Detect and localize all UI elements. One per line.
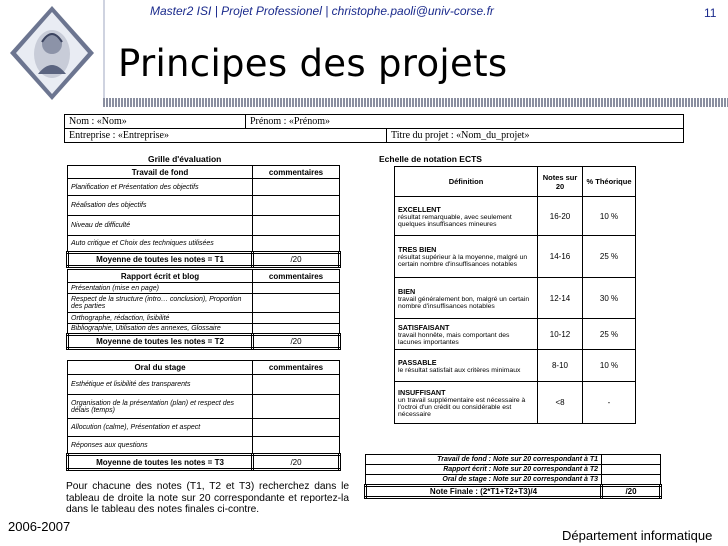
criterion: Organisation de la présentation (plan) et respect des délais (temps) [68, 395, 253, 419]
comment-cell[interactable] [253, 179, 340, 196]
title-divider [103, 98, 728, 107]
university-logo [8, 4, 96, 102]
final-notes-table [364, 454, 662, 499]
ects-pct: - [583, 382, 636, 424]
final-score[interactable]: /20 [602, 486, 661, 498]
ects-desc: le résultat satisfait aux critères minimaux [398, 366, 521, 374]
oral-score[interactable]: /20 [253, 455, 340, 470]
criterion: Bibliographie, Utilisation des annexes, Glossaire [68, 324, 253, 335]
header-divider [103, 0, 105, 98]
final-row: Rapport écrit : Note sur 20 correspondant à T2 [366, 465, 602, 475]
criterion: Présentation (mise en page) [68, 283, 253, 294]
criterion: Auto critique et Choix des techniques utilisées [68, 236, 253, 253]
comment-cell[interactable] [253, 324, 340, 335]
criterion: Planification et Présentation des objectifs [68, 179, 253, 196]
comment-cell[interactable] [253, 437, 340, 455]
ects-level: SATISFAISANT [398, 322, 450, 332]
firstname-cell: Prénom : «Prénom» [246, 115, 684, 129]
ects-desc: résultat supérieur à la moyenne, malgré un certain nombre d'insuffisances notables [398, 254, 528, 268]
criterion: Réponses aux questions [68, 437, 253, 455]
travail-score[interactable]: /20 [253, 253, 340, 267]
oral-total-label: Moyenne de toutes les notes = T3 [68, 455, 253, 470]
criterion: Esthétique et lisibilité des transparents [68, 375, 253, 395]
grille-title: Grille d'évaluation [148, 154, 222, 164]
instructions-text: Pour chacune des notes (T1, T2 et T3) recherchez dans le tableau de droite la note sur 20 correspondante et reportez-la dans le tableau des notes finales ci-contre. [66, 481, 349, 515]
ects-notes: 12-14 [538, 278, 583, 319]
footer-year: 2006-2007 [8, 519, 71, 534]
travail-table [66, 165, 341, 268]
criterion: Respect de la structure (intro… conclusion), Proportion des parties [68, 294, 253, 313]
ects-level: INSUFFISANT [398, 387, 446, 397]
name-cell: Nom : «Nom» [65, 115, 246, 129]
ects-row [395, 319, 636, 350]
criterion: Niveau de difficulté [68, 216, 253, 236]
comment-cell[interactable] [253, 196, 340, 216]
ects-row [395, 350, 636, 382]
ects-row [395, 278, 636, 319]
final-row: Oral de stage : Note sur 20 correspondant à T3 [366, 475, 602, 486]
oral-header: Oral du stage [68, 361, 253, 375]
ects-notes-header: Notes sur 20 [538, 167, 583, 197]
echelle-title: Echelle de notation ECTS [379, 154, 482, 164]
final-cell[interactable] [602, 475, 661, 486]
comment-cell[interactable] [253, 313, 340, 324]
ects-level: EXCELLENT [398, 204, 441, 214]
ects-level: PASSABLE [398, 357, 437, 367]
ects-row [395, 382, 636, 424]
footer-department: Département informatique [562, 528, 713, 543]
ects-definition-header: Définition [395, 167, 538, 197]
comment-cell[interactable] [253, 216, 340, 236]
ects-desc: un travail supplémentaire est nécessaire à l'octroi d'un crédit ou considérable est nécessaire [398, 396, 526, 418]
rapport-total-label: Moyenne de toutes les notes = T2 [68, 335, 253, 349]
ects-desc: travail honnête, mais comportant des lacunes importantes [398, 331, 510, 346]
final-cell[interactable] [602, 465, 661, 475]
ects-notes: 14-16 [538, 236, 583, 278]
final-cell[interactable] [602, 455, 661, 465]
travail-header: Travail de fond [68, 166, 253, 179]
ects-pct: 10 % [583, 197, 636, 236]
rapport-table [66, 269, 341, 350]
oral-comment-header: commentaires [253, 361, 340, 375]
ects-table [394, 166, 636, 424]
travail-comment-header: commentaires [253, 166, 340, 179]
slide-title: Principes des projets [118, 42, 508, 85]
ects-row [395, 197, 636, 236]
ects-notes: <8 [538, 382, 583, 424]
comment-cell[interactable] [253, 236, 340, 253]
comment-cell[interactable] [253, 375, 340, 395]
project-title-cell: Titre du projet : «Nom_du_projet» [386, 129, 683, 143]
comment-cell[interactable] [253, 395, 340, 419]
rapport-header: Rapport écrit et blog [68, 270, 253, 283]
ects-notes: 16-20 [538, 197, 583, 236]
ects-notes: 8-10 [538, 350, 583, 382]
ects-pct: 25 % [583, 319, 636, 350]
ects-pct-header: % Théorique [583, 167, 636, 197]
ects-row [395, 236, 636, 278]
ects-level: BIEN [398, 286, 416, 296]
comment-cell[interactable] [253, 283, 340, 294]
criterion: Allocution (calme), Présentation et aspect [68, 419, 253, 437]
identity-table [64, 114, 684, 143]
ects-pct: 30 % [583, 278, 636, 319]
ects-desc: résultat remarquable, avec seulement quelques insuffisances mineures [398, 213, 512, 228]
course-header: Master2 ISI | Projet Professionel | christophe.paoli@univ-corse.fr [150, 4, 494, 18]
rapport-score[interactable]: /20 [253, 335, 340, 349]
ects-desc: travail généralement bon, malgré un certain nombre d'insuffisances notables [398, 295, 530, 310]
rapport-comment-header: commentaires [253, 270, 340, 283]
travail-total-label: Moyenne de toutes les notes = T1 [68, 253, 253, 267]
company-cell: Entreprise : «Entreprise» [65, 129, 387, 143]
ects-notes: 10-12 [538, 319, 583, 350]
ects-level: TRES BIEN [398, 245, 437, 254]
comment-cell[interactable] [253, 419, 340, 437]
ects-pct: 10 % [583, 350, 636, 382]
slide-number: 11 [704, 6, 717, 20]
oral-table [66, 360, 341, 471]
ects-pct: 25 % [583, 236, 636, 278]
final-label: Note Finale : (2*T1+T2+T3)/4 [366, 486, 602, 498]
criterion: Orthographe, rédaction, lisibilité [68, 313, 253, 324]
comment-cell[interactable] [253, 294, 340, 313]
final-row: Travail de fond : Note sur 20 correspondant à T1 [366, 455, 602, 465]
criterion: Réalisation des objectifs [68, 196, 253, 216]
